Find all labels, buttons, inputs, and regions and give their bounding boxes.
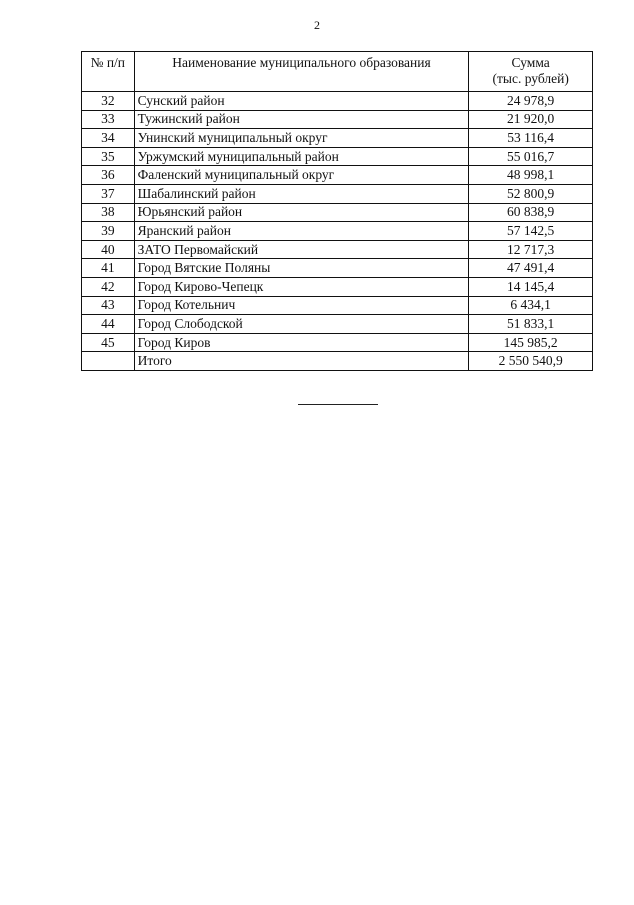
row-name: Шабалинский район <box>134 184 469 203</box>
header-num: № п/п <box>82 52 135 92</box>
row-name: ЗАТО Первомайский <box>134 240 469 259</box>
row-name: Город Киров <box>134 333 469 352</box>
row-sum: 14 145,4 <box>469 277 593 296</box>
row-name: Унинский муниципальный округ <box>134 129 469 148</box>
total-sum: 2 550 540,9 <box>469 352 593 371</box>
row-num: 38 <box>82 203 135 222</box>
row-num: 36 <box>82 166 135 185</box>
page-number: 2 <box>314 18 320 32</box>
table-row <box>82 259 593 278</box>
table-header-row <box>82 52 593 92</box>
table-row <box>82 166 593 185</box>
row-sum: 12 717,3 <box>469 240 593 259</box>
row-sum: 51 833,1 <box>469 315 593 334</box>
row-sum: 24 978,9 <box>469 92 593 111</box>
row-num: 41 <box>82 259 135 278</box>
header-sum <box>469 52 593 92</box>
table-row <box>82 92 593 111</box>
header-sum-unit: (тыс. рублей) <box>492 71 569 86</box>
row-name: Яранский район <box>134 222 469 241</box>
row-num: 34 <box>82 129 135 148</box>
row-name: Фаленский муниципальный округ <box>134 166 469 185</box>
row-num: 44 <box>82 315 135 334</box>
table-row <box>82 296 593 315</box>
row-num: 40 <box>82 240 135 259</box>
row-sum: 60 838,9 <box>469 203 593 222</box>
table-row <box>82 110 593 129</box>
total-label: Итого <box>134 352 469 371</box>
municipal-sum-table <box>81 51 593 371</box>
row-name: Город Вятские Поляны <box>134 259 469 278</box>
table-row <box>82 315 593 334</box>
row-name: Город Котельнич <box>134 296 469 315</box>
table-row <box>82 129 593 148</box>
row-name: Тужинский район <box>134 110 469 129</box>
row-num: 45 <box>82 333 135 352</box>
table-row <box>82 203 593 222</box>
row-sum: 21 920,0 <box>469 110 593 129</box>
row-sum: 48 998,1 <box>469 166 593 185</box>
row-num: 43 <box>82 296 135 315</box>
table-row <box>82 333 593 352</box>
table-row <box>82 184 593 203</box>
row-name: Юрьянский район <box>134 203 469 222</box>
end-divider <box>298 404 378 405</box>
table-row <box>82 222 593 241</box>
row-sum: 53 116,4 <box>469 129 593 148</box>
row-num: 33 <box>82 110 135 129</box>
total-row <box>82 352 593 371</box>
row-sum: 55 016,7 <box>469 147 593 166</box>
row-name: Город Кирово-Чепецк <box>134 277 469 296</box>
total-num <box>82 352 135 371</box>
row-num: 32 <box>82 92 135 111</box>
row-name: Город Слободской <box>134 315 469 334</box>
row-sum: 145 985,2 <box>469 333 593 352</box>
row-num: 35 <box>82 147 135 166</box>
table-row <box>82 277 593 296</box>
table-row <box>82 240 593 259</box>
row-num: 37 <box>82 184 135 203</box>
row-sum: 57 142,5 <box>469 222 593 241</box>
header-name: Наименование муниципального образования <box>134 52 469 92</box>
row-sum: 6 434,1 <box>469 296 593 315</box>
row-sum: 47 491,4 <box>469 259 593 278</box>
row-sum: 52 800,9 <box>469 184 593 203</box>
row-name: Уржумский муниципальный район <box>134 147 469 166</box>
row-num: 39 <box>82 222 135 241</box>
table-row <box>82 147 593 166</box>
row-num: 42 <box>82 277 135 296</box>
header-sum-title: Сумма <box>511 55 550 70</box>
row-name: Сунский район <box>134 92 469 111</box>
